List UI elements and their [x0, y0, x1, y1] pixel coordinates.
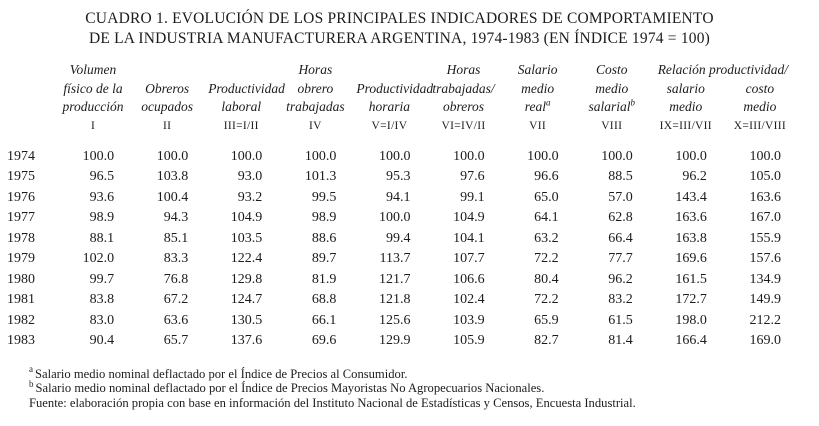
value-cell: 155.9: [749, 230, 781, 246]
header-cell: ocupados: [141, 99, 194, 114]
value-cell: 98.9: [311, 210, 337, 225]
value-cell: 82.7: [534, 333, 559, 348]
value-cell: 83.8: [89, 292, 115, 307]
value-cell: 99.5: [311, 189, 337, 205]
value-cell: 129.9: [378, 333, 411, 348]
year-cell: 1980: [7, 271, 35, 287]
value-cell: 157.6: [749, 251, 781, 266]
value-cell: 172.7: [675, 292, 707, 307]
value-cell: 102.0: [82, 251, 115, 266]
value-cell: 121.8: [378, 292, 411, 307]
header-cell: medio: [595, 80, 629, 96]
table-row: [6, 61, 793, 80]
column-formula: V=I/IV: [371, 119, 408, 132]
header-cell: físico de la: [63, 80, 123, 96]
value-cell: 100.0: [230, 148, 263, 164]
value-cell: 113.7: [379, 251, 411, 266]
footnote-marker: b: [29, 379, 34, 390]
table-row: [6, 311, 793, 332]
column-formula: I: [90, 119, 96, 132]
value-cell: 143.4: [675, 189, 707, 205]
year-cell: 1977: [7, 210, 35, 225]
value-cell: 77.7: [608, 251, 633, 266]
value-cell: 103.9: [453, 312, 485, 328]
table-row: [6, 167, 793, 188]
value-cell: 93.6: [89, 189, 115, 205]
year-cell: 1982: [7, 312, 35, 328]
header-cell: salario: [666, 80, 705, 96]
table-row: [6, 80, 793, 99]
value-cell: 96.5: [89, 169, 115, 184]
year-cell: 1978: [7, 230, 35, 246]
table-row: [6, 270, 793, 291]
value-cell: 125.6: [378, 312, 411, 328]
table-head: [6, 61, 793, 147]
value-cell: 167.0: [749, 210, 781, 225]
column-formula: IX=III/VII: [659, 119, 712, 132]
year-cell: 1974: [7, 148, 35, 164]
header-cell: producción: [62, 99, 124, 114]
value-cell: 80.4: [534, 271, 559, 287]
header-cell: obrero: [297, 80, 334, 96]
header-cell: laboral: [221, 99, 262, 114]
value-cell: 99.4: [385, 230, 411, 246]
value-cell: 104.9: [230, 210, 263, 225]
year-column-header: [6, 80, 52, 99]
header-cell: Horas: [446, 62, 481, 77]
header-cell: obreros: [443, 99, 485, 114]
header-cell: [200, 61, 274, 80]
value-cell: 104.9: [453, 210, 485, 225]
value-cell: 100.0: [82, 148, 115, 164]
header-cell: Salario: [517, 62, 558, 77]
value-cell: 104.1: [453, 230, 485, 246]
value-cell: 198.0: [675, 312, 707, 328]
header-cell: Costo: [595, 62, 628, 77]
header-cell: medio: [521, 80, 555, 96]
value-cell: 101.3: [304, 169, 337, 184]
header-cell: salarial$^b$: [588, 97, 635, 114]
value-cell: 65.9: [534, 312, 559, 328]
value-cell: 122.4: [230, 251, 263, 266]
value-cell: 124.7: [230, 292, 263, 307]
value-cell: 100.0: [378, 148, 411, 164]
title-line-2: DE LA INDUSTRIA MANUFACTURERA ARGENTINA, 1974-1983 (EN ÍNDICE 1974 = 100): [88, 29, 711, 47]
value-cell: 94.3: [163, 210, 189, 225]
table-row: [6, 188, 793, 209]
footnote-text: Fuente: elaboración propia con base en información del Instituto Nacional de Estadísticas y Censos, Encuesta Industrial.: [29, 396, 636, 411]
value-cell: 130.5: [230, 312, 263, 328]
table-row: [6, 208, 793, 229]
table-row: [6, 290, 793, 311]
value-cell: 83.3: [163, 251, 189, 266]
header-cell: [126, 61, 200, 80]
value-cell: 81.4: [608, 333, 633, 348]
table-row: [6, 98, 793, 117]
value-cell: 100.4: [156, 189, 189, 205]
value-cell: 62.8: [608, 210, 633, 225]
value-cell: 65.7: [163, 333, 189, 348]
value-cell: 61.5: [608, 312, 633, 328]
value-cell: 96.2: [608, 271, 633, 287]
value-cell: 212.2: [749, 312, 781, 328]
column-formula: VIII: [601, 119, 623, 132]
header-cell: trabajadas/: [432, 80, 495, 96]
value-cell: 64.1: [534, 210, 559, 225]
table-body: [6, 147, 793, 352]
table-row: [6, 331, 793, 352]
table-row: [6, 147, 793, 168]
year-cell: 1976: [7, 189, 35, 205]
header-cell: horaria: [368, 99, 411, 114]
footnote-text: Salario medio nominal deflactado por el Índice de Precios Mayoristas No Agropecuarios Nacionales.: [35, 381, 545, 396]
value-cell: 68.8: [311, 292, 337, 307]
value-cell: 83.0: [89, 312, 115, 328]
column-formula: II: [163, 119, 172, 132]
value-cell: 161.5: [675, 271, 707, 287]
value-cell: 93.0: [237, 169, 263, 184]
year-cell: 1979: [7, 251, 35, 266]
year-cell: 1983: [7, 333, 35, 348]
value-cell: 100.0: [749, 148, 781, 164]
value-cell: 97.6: [460, 169, 485, 184]
footnote-source: [29, 396, 793, 411]
header-cell: costo: [745, 80, 775, 96]
value-cell: 106.6: [453, 271, 485, 287]
value-cell: 67.2: [163, 292, 189, 307]
value-cell: 100.0: [304, 148, 337, 164]
value-cell: 100.0: [601, 148, 633, 164]
table-title: [6, 9, 793, 48]
header-cell: medio: [669, 99, 703, 114]
header-cell: trabajadas: [286, 99, 345, 114]
column-formula: IV: [308, 119, 322, 132]
value-cell: 65.0: [534, 189, 559, 205]
value-cell: 98.9: [89, 210, 115, 225]
value-cell: 100.0: [527, 148, 559, 164]
value-cell: 99.1: [460, 189, 485, 205]
header-cell: Productividad: [356, 80, 434, 96]
value-cell: 88.1: [89, 230, 115, 246]
year-column-header: [6, 117, 52, 147]
value-cell: 83.2: [608, 292, 633, 307]
header-cell: medio: [743, 99, 777, 114]
value-cell: 169.0: [749, 333, 781, 348]
header-cell: real$^a$: [524, 97, 551, 114]
value-cell: 57.0: [608, 189, 633, 205]
value-cell: 66.1: [311, 312, 337, 328]
value-cell: 90.4: [89, 333, 115, 348]
header-group-cell: Relación productividad/: [657, 62, 789, 77]
value-cell: 94.1: [385, 189, 411, 205]
header-cell: Horas: [298, 62, 333, 77]
title-line-1: CUADRO 1. EVOLUCIÓN DE LOS PRINCIPALES INDICADORES DE COMPORTAMIENTO: [85, 10, 714, 27]
value-cell: 100.0: [156, 148, 189, 164]
value-cell: 85.1: [163, 230, 189, 246]
value-cell: 95.3: [385, 169, 411, 184]
indicators-table: [6, 61, 793, 352]
value-cell: 88.6: [311, 230, 337, 246]
value-cell: 93.2: [237, 189, 263, 205]
year-column-header: [6, 98, 52, 117]
value-cell: 102.4: [453, 292, 485, 307]
value-cell: 96.2: [682, 169, 707, 184]
table-row: [6, 117, 793, 147]
value-cell: 66.4: [608, 230, 633, 246]
value-cell: 134.9: [749, 271, 781, 287]
value-cell: 103.8: [156, 169, 189, 184]
value-cell: 76.8: [163, 271, 189, 287]
value-cell: 103.5: [230, 230, 263, 246]
value-cell: 163.6: [749, 189, 781, 205]
header-cell: Obreros: [145, 80, 190, 96]
value-cell: 69.6: [311, 333, 337, 348]
value-cell: 96.6: [534, 169, 559, 184]
footnote-b: [29, 381, 793, 396]
header-cell: Productividad: [208, 80, 285, 96]
value-cell: 88.5: [608, 169, 633, 184]
value-cell: 105.0: [749, 169, 781, 184]
value-cell: 107.7: [453, 251, 485, 266]
value-cell: 163.8: [675, 230, 707, 246]
footnotes: [6, 364, 793, 411]
footnote-a: [29, 364, 793, 382]
value-cell: 166.4: [675, 333, 707, 348]
column-formula: VI=IV/II: [441, 119, 486, 132]
value-cell: 100.0: [675, 148, 707, 164]
value-cell: 81.9: [311, 271, 337, 287]
value-cell: 169.6: [675, 251, 707, 266]
column-formula: VII: [529, 119, 547, 132]
value-cell: 121.7: [378, 271, 411, 287]
value-cell: 105.9: [453, 333, 485, 348]
value-cell: 72.2: [534, 292, 559, 307]
year-cell: 1975: [7, 169, 35, 184]
value-cell: 100.0: [453, 148, 485, 164]
header-cell: [348, 61, 422, 80]
value-cell: 63.2: [534, 230, 559, 246]
value-cell: 89.7: [311, 251, 337, 266]
value-cell: 163.6: [675, 210, 707, 225]
year-column-header: [6, 61, 52, 80]
value-cell: 100.0: [378, 210, 411, 225]
footnote-text: Salario medio nominal deflactado por el Índice de Precios al Consumidor.: [35, 366, 408, 381]
column-formula: III=I/II: [223, 119, 259, 132]
year-cell: 1981: [7, 292, 35, 307]
footnote-marker: a: [29, 364, 33, 375]
value-cell: 137.6: [230, 333, 263, 348]
value-cell: 99.7: [89, 271, 115, 287]
value-cell: 129.8: [230, 271, 263, 287]
value-cell: 72.2: [534, 251, 559, 266]
value-cell: 149.9: [749, 292, 781, 307]
column-formula: X=III/VIII: [733, 119, 787, 132]
table-row: [6, 249, 793, 270]
value-cell: 63.6: [163, 312, 189, 328]
table-row: [6, 229, 793, 250]
header-cell: Volumen: [69, 62, 117, 77]
